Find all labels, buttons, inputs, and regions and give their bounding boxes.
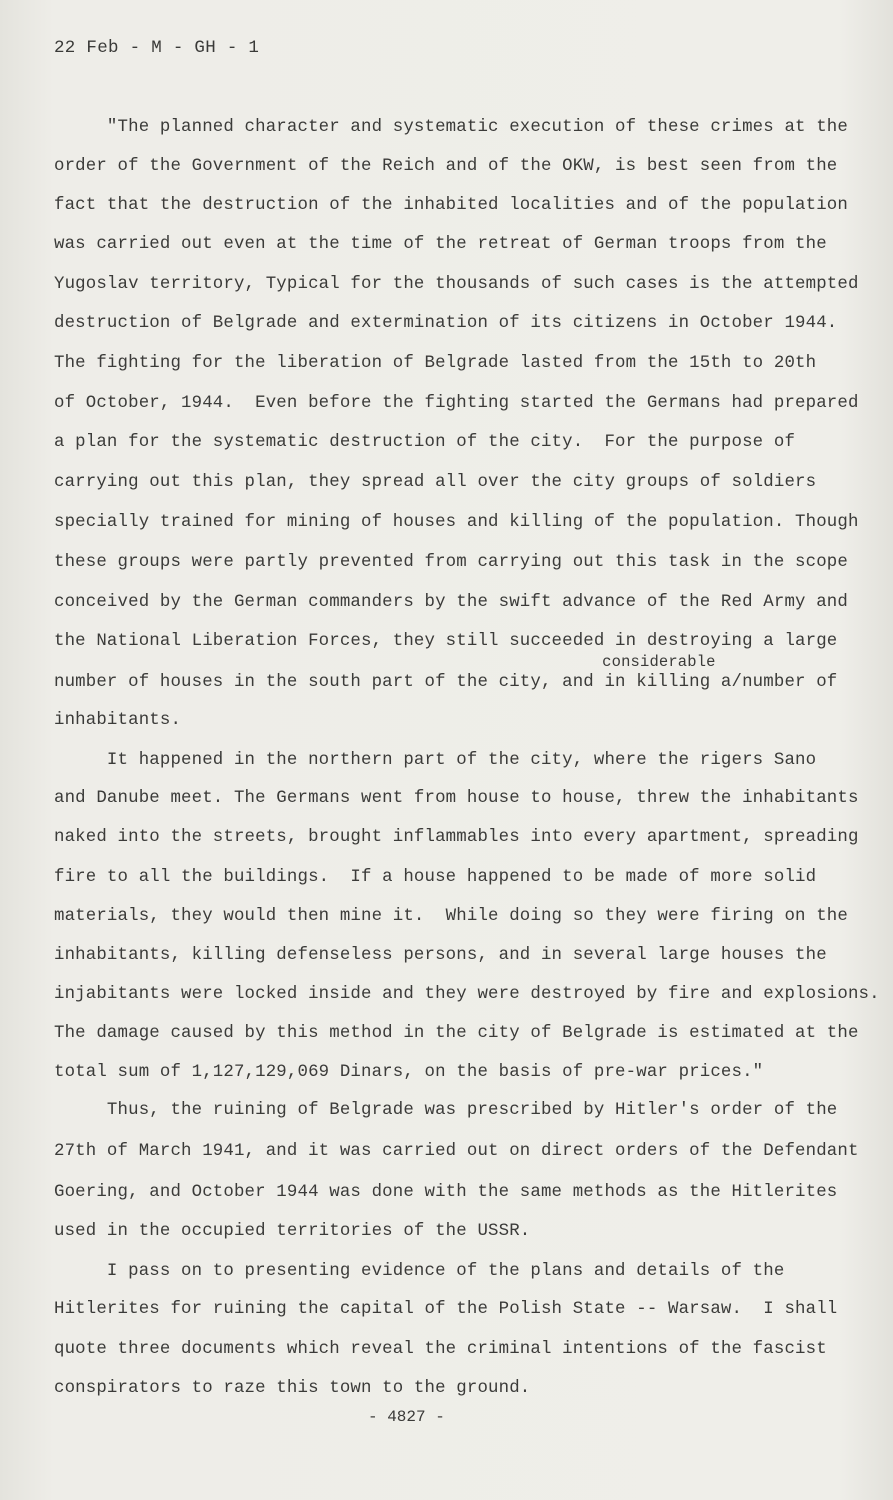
text-line: Yugoslav territory, Typical for the thousands of such cases is the attempted — [54, 275, 859, 294]
text-line: The fighting for the liberation of Belgrade lasted from the 15th to 20th — [54, 354, 817, 373]
text-line: specially trained for mining of houses and killing of the population. Though — [54, 513, 859, 532]
text-line: Goering, and October 1944 was done with the same methods as the Hitlerites — [54, 1183, 838, 1202]
text-line: quote three documents which reveal the criminal intentions of the fascist — [54, 1340, 827, 1359]
text-line: destruction of Belgrade and extermination of its citizens in October 1944. — [54, 314, 838, 333]
text-line: materials, they would then mine it. While doing so they were firing on the — [54, 907, 848, 926]
text-line: order of the Government of the Reich and of the OKW, is best seen from the — [54, 157, 838, 176]
text-line: Thus, the ruining of Belgrade was prescribed by Hitler's order of the — [54, 1101, 838, 1120]
text-line: carrying out this plan, they spread all over the city groups of soldiers — [54, 473, 817, 492]
text-line: was carried out even at the time of the retreat of German troops from the — [54, 235, 827, 254]
text-line: total sum of 1,127,129,069 Dinars, on the basis of pre-war prices." — [54, 1063, 764, 1082]
text-line: number of houses in the south part of the city, and in killing a/number of — [54, 673, 838, 692]
text-line: these groups were partly prevented from carrying out this task in the scope — [54, 553, 848, 572]
text-line: conspirators to raze this town to the ground. — [54, 1379, 531, 1398]
text-line: used in the occupied territories of the USSR. — [54, 1222, 531, 1241]
text-line: naked into the streets, brought inflammables into every apartment, spreading — [54, 828, 859, 847]
text-line: Hitlerites for ruining the capital of the Polish State -- Warsaw. I shall — [54, 1300, 838, 1319]
text-line: "The planned character and systematic execution of these crimes at the — [54, 118, 848, 137]
text-line: a plan for the systematic destruction of the city. For the purpose of — [54, 433, 796, 452]
text-line: and Danube meet. The Germans went from house to house, threw the inhabitants — [54, 789, 859, 808]
interlinear-insertion: considerable — [54, 653, 716, 671]
text-line: inhabitants. — [54, 711, 182, 730]
page-number: - 4827 - — [368, 1408, 445, 1426]
text-line: I pass on to presenting evidence of the plans and details of the — [54, 1262, 785, 1281]
text-line: fact that the destruction of the inhabited localities and of the population — [54, 196, 848, 215]
page-header: 22 Feb - M - GH - 1 — [54, 38, 260, 58]
text-line: 27th of March 1941, and it was carried out on direct orders of the Defendant — [54, 1142, 859, 1161]
text-line: conceived by the German commanders by the swift advance of the Red Army and — [54, 593, 848, 612]
text-line: fire to all the buildings. If a house happened to be made of more solid — [54, 868, 817, 887]
text-line: inhabitants, killing defenseless persons, and in several large houses the — [54, 946, 827, 965]
text-line: It happened in the northern part of the city, where the rigers Sano — [54, 751, 817, 770]
text-line: the National Liberation Forces, they still succeeded in destroying a large — [54, 632, 838, 651]
text-line: injabitants were locked inside and they were destroyed by fire and explosions. — [54, 985, 880, 1004]
text-line: The damage caused by this method in the city of Belgrade is estimated at the — [54, 1024, 859, 1043]
text-line: of October, 1944. Even before the fighting started the Germans had prepared — [54, 394, 859, 413]
